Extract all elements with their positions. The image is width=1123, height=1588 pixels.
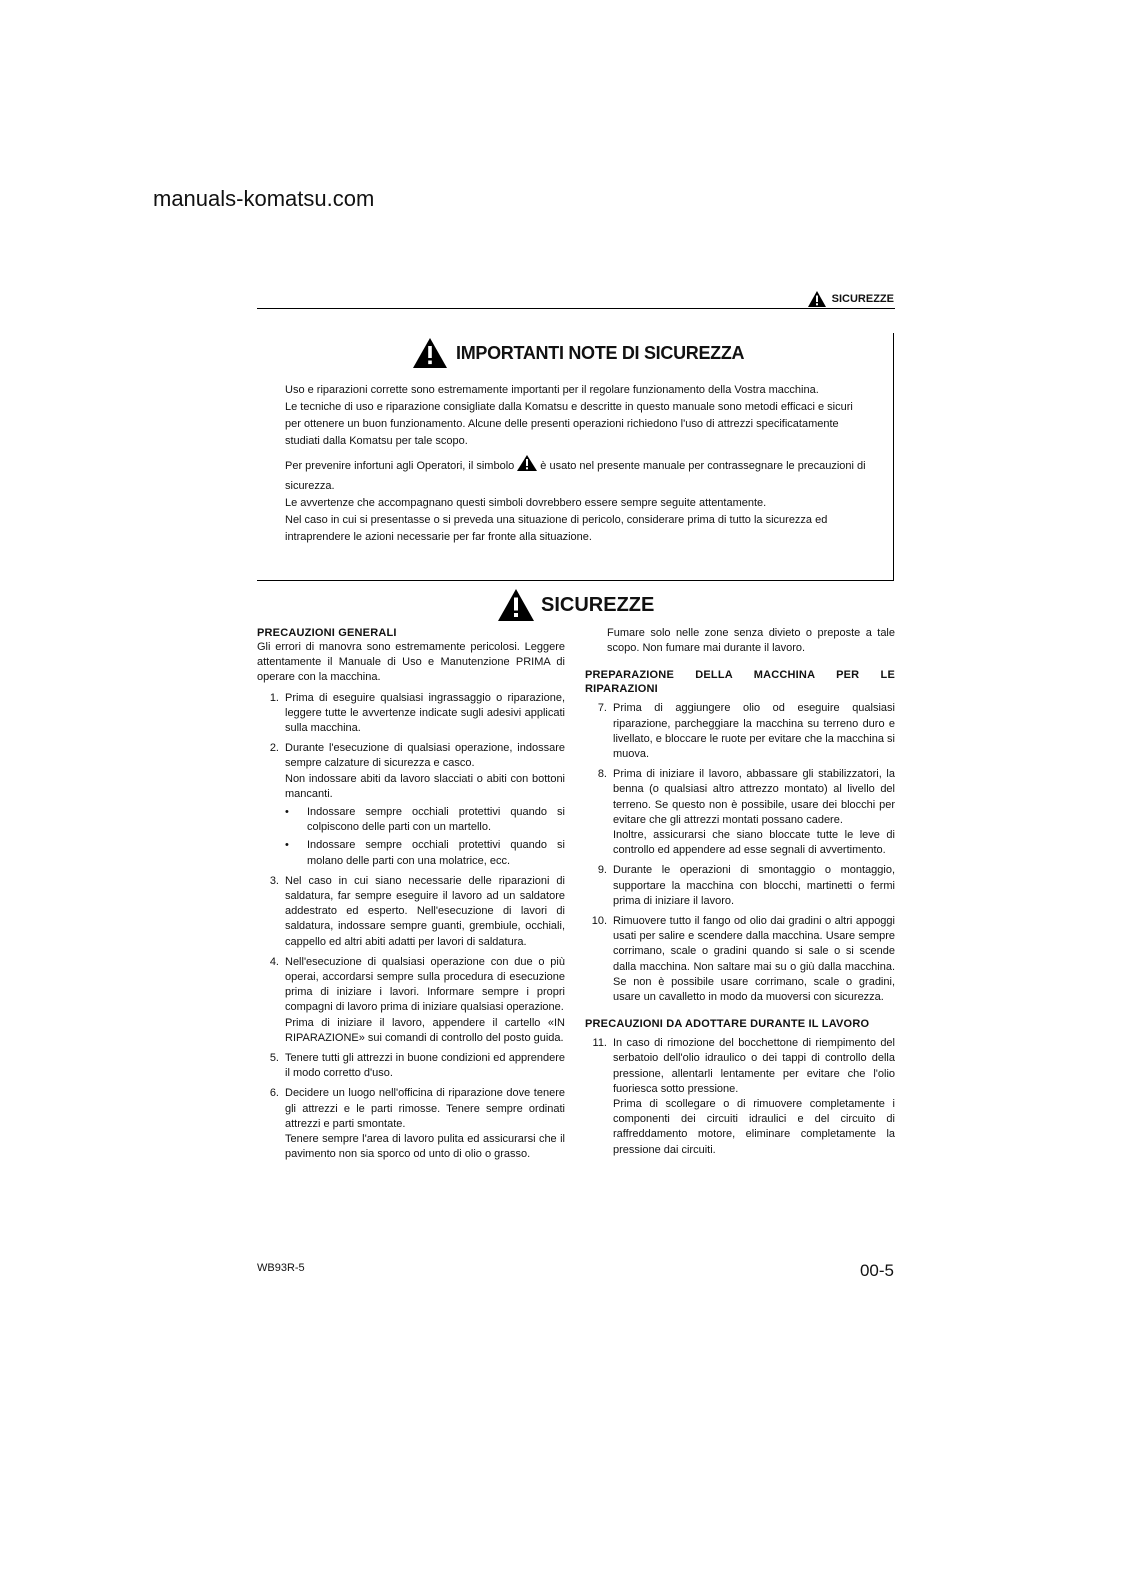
bullet-marker: • (285, 806, 289, 819)
list-item (257, 741, 565, 869)
notice-title-text: IMPORTANTI NOTE DI SICUREZZA (456, 342, 745, 363)
item-continuation: Fumare solo nelle zone senza divieto o preposte a tale scopo. Non fumare mai durante il lavoro. (607, 627, 895, 655)
item-number: 5. (269, 1052, 279, 1065)
list-item (257, 874, 565, 950)
section-title (497, 588, 654, 622)
warning-icon (516, 454, 538, 478)
bullet-text: Indossare sempre occhiali protettivi quando si colpiscono delle parti con un martello. (307, 806, 565, 834)
item-text: Nel caso in cui siano necessarie delle riparazioni di saldatura, far sempre eseguire il lavoro ad un saldatore addestrato ed esperto. Nell'esecuzione di lavori di saldatura, indossare sempre guanti, grembiule, occhiali, cappello ed altri abiti adatti per lavori di saldatura. (285, 874, 565, 948)
item-extra: Prima di iniziare il lavoro, appendere il cartello «IN RIPARAZIONE» sui comandi di controllo del posto guida. (285, 1016, 565, 1044)
item-number: 10. (591, 915, 607, 928)
item-text: Rimuovere tutto il fango od olio dai gradini o altri appoggi usati per salire e scendere dalla macchina. Usare sempre corrimano, scale o gradini quando si sale o si scende dalla macchina. Non saltare mai su o giù dalla macchina. Se non è possibile usare corrimano, scale o gradini, usare un cavalletto in modo da muoversi con sicurezza. (613, 915, 895, 1004)
general-intro: Gli errori di manovra sono estremamente pericolosi. Leggere attentamente il Manuale di Uso e Manutenzione PRIMA di operare con la macchina. (257, 641, 565, 684)
list-item (585, 914, 895, 1005)
item-text: Durante le operazioni di smontaggio o montaggio, supportare la macchina con blocchi, martinetti o fermi prima di iniziare il lavoro. (613, 864, 895, 907)
item-text: Prima di aggiungere olio od eseguire qualsiasi riparazione, parcheggiare la macchina su terreno duro e livellato, e bloccare le ruote per evitare che la macchina si muova. (613, 702, 895, 761)
general-heading: PRECAUZIONI GENERALI (257, 627, 397, 639)
list-item (585, 1036, 895, 1158)
footer-page-number: 00-5 (859, 1261, 894, 1280)
item-number: 8. (597, 768, 607, 781)
notice-title (412, 337, 744, 369)
list-item (257, 1051, 565, 1081)
list-item (257, 955, 565, 1046)
footer-model: WB93R-5 (257, 1262, 305, 1274)
item-text: Decidere un luogo nell'officina di riparazione dove tenere gli attrezzi e le parti rimosse. Tenere sempre ordinati attrezzi e parti smontate. (285, 1087, 565, 1130)
item-extra: Inoltre, assicurarsi che siano bloccate tutte le leve di controllo ed appendere ad esse segnali di avvertimento. (613, 829, 895, 857)
notice-paragraph (285, 454, 867, 495)
item-extra: Tenere sempre l'area di lavoro pulita ed assicurarsi che il pavimento non sia sporco od unto di olio o grasso. (285, 1133, 565, 1161)
bullet-marker: • (285, 839, 289, 852)
item-number: 2. (269, 742, 279, 755)
warning-icon (412, 337, 448, 369)
section-title-text: SICUREZZE (541, 593, 655, 616)
list-item (257, 1086, 565, 1162)
item-text: Tenere tutti gli attrezzi in buone condizioni ed apprendere il modo corretto d'uso. (285, 1052, 565, 1080)
notice-paragraph: Nel caso in cui si presentasse o si preveda una situazione di pericolo, considerare prima di tutto la sicurezza ed intraprendere le azioni necessarie per far fronte alla situazione. (285, 514, 828, 543)
list-item (585, 701, 895, 762)
notice-body (285, 382, 867, 546)
warning-icon (807, 290, 827, 308)
item-number: 4. (269, 955, 279, 968)
item-text: In caso di rimozione del bocchettone di riempimento del serbatoio dell'olio idraulico o dei tappi di controllo della pressione, allentarli lentamente per evitare che l'olio fuoriesca sotto pressione. (613, 1037, 895, 1095)
item-text: Prima di eseguire qualsiasi ingrassaggio o riparazione, leggere tutte le avvertenze indicate sugli adesivi applicati sulla macchina. (285, 691, 565, 735)
header-rule (257, 308, 895, 309)
list-item (585, 767, 895, 858)
header-section-label: SICUREZZE (831, 293, 894, 305)
notice-paragraph: Le avvertenze che accompagnano questi simboli dovrebbero essere sempre seguite attentamente. (285, 497, 767, 509)
notice-paragraph: Le tecniche di uso e riparazione consigliate dalla Komatsu e descritte in questo manuale sono metodi efficaci e sicuri per ottenere un buon funzionamento. Alcune delle presenti operazioni richiedono l'uso di attrezzi specificatamente studiati dalla Komatsu per tale scopo. (285, 401, 853, 447)
watermark-text: manuals-komatsu.com (153, 186, 375, 211)
notice-paragraph: Uso e riparazioni corrette sono estremamente importanti per il regolare funzionamento della Vostra macchina. (285, 384, 819, 396)
item-extra: Prima di scollegare o di rimuovere completamente i componenti dei circuiti idraulici e del circuito di raffreddamento motore, eliminare completamente la pressione dai circuiti. (613, 1098, 895, 1156)
safety-notice-box (257, 333, 894, 581)
list-item (585, 863, 895, 909)
item-number: 3. (269, 874, 279, 887)
bullet-item (285, 805, 565, 835)
header-section-tag (807, 290, 894, 308)
bullet-item (285, 838, 565, 868)
list-item (257, 691, 565, 737)
work-heading: PRECAUZIONI DA ADOTTARE DURANTE IL LAVORO (585, 1018, 870, 1031)
item-number: 7. (597, 702, 607, 715)
item-text: Nell'esecuzione di qualsiasi operazione con due o più operai, accordarsi sempre sulla procedura di esecuzione prima di iniziare i lavori. Informare sempre i propri compagni di lavoro prima di iniziare qualsiasi operazione. (285, 955, 565, 1014)
right-column (585, 626, 895, 1158)
item-number: 9. (597, 864, 607, 877)
bullet-text: Indossare sempre occhiali protettivi quando si molano delle parti con una molatrice, ecc. (307, 839, 565, 867)
item-text: Durante l'esecuzione di qualsiasi operazione, indossare sempre calzature di sicurezza e casco. (285, 742, 565, 770)
prep-heading: PREPARAZIONE DELLA MACCHINA PER LE RIPARAZIONI (585, 669, 895, 696)
warning-icon (497, 588, 535, 622)
item-text: Prima di iniziare il lavoro, abbassare gli stabilizzatori, la benna (o qualsiasi altro attrezzo montato) al livello del terreno. Se questo non è possibile, usare dei blocchi per evitare che gli attrezzi montati possano cadere. (613, 768, 895, 826)
item-number: 11. (592, 1037, 607, 1050)
notice-text-after-symbol: è usato nel presente manuale per contrassegnare le precauzioni di sicurezza. (285, 460, 866, 492)
item-number: 6. (269, 1087, 279, 1100)
item-number: 1. (269, 691, 279, 704)
left-column (257, 626, 565, 1163)
notice-text-before-symbol: Per prevenire infortuni agli Operatori, il simbolo (285, 460, 515, 472)
item-extra: Non indossare abiti da lavoro slacciati o abiti con bottoni mancanti. (285, 772, 565, 800)
